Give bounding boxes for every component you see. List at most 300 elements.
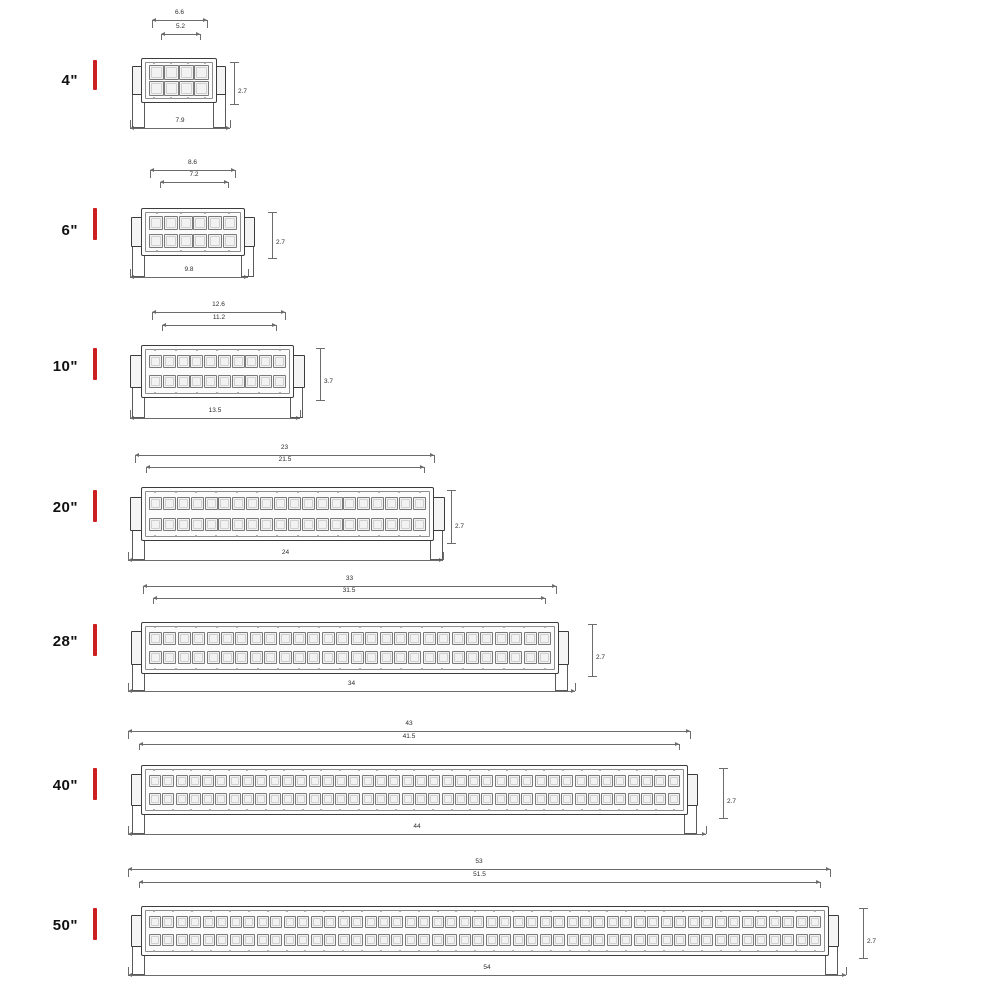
screw-dot: [283, 809, 285, 811]
led-module: [362, 775, 374, 787]
led-module: [459, 916, 471, 928]
led-module: [191, 518, 204, 531]
led-module: [601, 793, 613, 805]
led-module: [580, 916, 592, 928]
led-module: [250, 651, 263, 664]
led-module: [486, 934, 498, 946]
screw-dot: [599, 769, 601, 771]
screw-dot: [302, 809, 304, 811]
led-module: [601, 775, 613, 787]
dimension-line: [863, 908, 864, 958]
screw-dot: [358, 769, 360, 771]
light-bar-body: [141, 487, 434, 541]
screw-dot: [523, 668, 525, 670]
led-row: [148, 931, 822, 950]
screw-dot: [776, 910, 778, 912]
led-module: [343, 518, 356, 531]
dimension-tick: [316, 348, 325, 349]
led-row: [148, 232, 238, 250]
screw-dot: [277, 626, 279, 628]
led-module: [284, 916, 296, 928]
dimension-arrow-left: [153, 596, 157, 600]
led-module: [235, 632, 248, 645]
dimension-line: [153, 598, 545, 599]
screw-dot: [154, 535, 156, 537]
dimension-arrow-right: [203, 18, 207, 22]
led-module: [459, 934, 471, 946]
led-module: [402, 775, 414, 787]
dimension-line: [161, 34, 200, 35]
screw-dot: [156, 212, 158, 214]
dimension-tick: [276, 325, 277, 331]
dimension-arrow-left: [139, 742, 143, 746]
dimension-tick: [268, 212, 277, 213]
led-module: [628, 775, 640, 787]
screw-dot: [512, 910, 514, 912]
dimension-label: 2.7: [596, 654, 606, 661]
screw-dot: [795, 910, 797, 912]
led-module: [245, 375, 258, 388]
led-module: [179, 216, 193, 230]
screw-dot: [814, 910, 816, 912]
led-module: [620, 916, 632, 928]
led-module: [548, 793, 560, 805]
screw-dot: [361, 950, 363, 952]
screw-rail: [145, 61, 213, 65]
led-module: [405, 916, 417, 928]
dimension-line: [152, 312, 285, 313]
led-module: [163, 651, 176, 664]
led-module: [218, 497, 231, 510]
screw-dot: [503, 626, 505, 628]
led-module: [264, 651, 277, 664]
screw-dot: [267, 910, 269, 912]
led-module: [782, 916, 794, 928]
dimension-arrow-left: [128, 729, 132, 733]
screw-dot: [276, 491, 278, 493]
led-module: [620, 934, 632, 946]
led-module: [509, 651, 522, 664]
led-module: [394, 651, 407, 664]
dimension-line: [320, 348, 321, 400]
dimension-label: 2.7: [276, 239, 286, 246]
dimension-tick: [690, 731, 691, 739]
screw-dot: [256, 491, 258, 493]
led-module: [614, 793, 626, 805]
dimension-tick: [706, 826, 707, 834]
led-module: [607, 916, 619, 928]
led-module: [607, 934, 619, 946]
led-module: [348, 793, 360, 805]
screw-dot: [399, 910, 401, 912]
led-module: [701, 916, 713, 928]
dimension-label: 24: [281, 549, 290, 556]
screw-dot: [228, 212, 230, 214]
screw-dot: [606, 910, 608, 912]
led-module: [452, 651, 465, 664]
led-module: [302, 518, 315, 531]
led-module: [270, 916, 282, 928]
screw-dot: [441, 668, 443, 670]
dimension-label: 31.5: [342, 587, 356, 594]
screw-dot: [636, 809, 638, 811]
led-module: [769, 934, 781, 946]
led-module: [205, 518, 218, 531]
size-label-5: 28": [52, 633, 78, 650]
dimension-arrow-right: [231, 168, 235, 172]
screw-dot: [474, 910, 476, 912]
led-module: [309, 793, 321, 805]
screw-dot: [757, 950, 759, 952]
dimension-label: 6.6: [174, 9, 185, 16]
led-module: [189, 934, 201, 946]
screw-dot: [175, 392, 177, 394]
screw-dot: [170, 62, 172, 64]
led-module: [499, 916, 511, 928]
dimension-line: [272, 212, 273, 258]
dimension-arrow-right: [430, 453, 434, 457]
led-module: [755, 916, 767, 928]
led-module: [668, 793, 680, 805]
led-module: [202, 793, 214, 805]
led-module: [715, 934, 727, 946]
led-row: [148, 772, 681, 791]
screw-dot: [172, 910, 174, 912]
screw-dot: [814, 950, 816, 952]
screw-dot: [229, 910, 231, 912]
screw-dot: [455, 950, 457, 952]
led-module: [362, 793, 374, 805]
screw-dot: [376, 809, 378, 811]
dimension-label: 21.5: [278, 456, 292, 463]
screw-dot: [413, 809, 415, 811]
dimension-line: [128, 691, 575, 692]
screw-dot: [302, 769, 304, 771]
screw-dot: [673, 809, 675, 811]
dimension-tick: [575, 683, 576, 691]
dimension-line: [234, 62, 235, 104]
led-module: [641, 775, 653, 787]
screw-dot: [544, 626, 546, 628]
screw-dot: [543, 769, 545, 771]
dimension-line: [152, 20, 207, 21]
screw-dot: [195, 626, 197, 628]
led-module: [688, 934, 700, 946]
dimension-label: 44: [413, 823, 421, 830]
led-module: [472, 934, 484, 946]
led-module: [250, 632, 263, 645]
led-module: [232, 375, 245, 388]
screw-dot: [506, 769, 508, 771]
screw-rail: [145, 211, 241, 215]
led-module: [295, 775, 307, 787]
led-module: [149, 632, 162, 645]
led-module: [809, 934, 821, 946]
dimension-tick: [846, 967, 847, 975]
screw-dot: [154, 626, 156, 628]
screw-dot: [625, 910, 627, 912]
led-module: [388, 775, 400, 787]
dimension-label: 41.5: [402, 733, 416, 740]
screw-dot: [512, 950, 514, 952]
screw-dot: [297, 535, 299, 537]
led-module: [468, 793, 480, 805]
screw-dot: [451, 809, 453, 811]
led-module: [524, 632, 537, 645]
dimension-label: 2.7: [727, 798, 737, 805]
screw-dot: [246, 769, 248, 771]
dimension-label: 5.2: [175, 23, 186, 30]
screw-dot: [739, 950, 741, 952]
led-module: [162, 934, 174, 946]
led-module: [179, 65, 194, 80]
led-module: [178, 632, 191, 645]
dimension-arrow-left: [152, 18, 156, 22]
led-module: [452, 632, 465, 645]
led-module: [274, 518, 287, 531]
led-module: [408, 651, 421, 664]
accent-marker: [93, 624, 97, 656]
screw-dot: [506, 809, 508, 811]
led-module: [755, 934, 767, 946]
dimension-arrow-left: [161, 32, 165, 36]
screw-dot: [276, 535, 278, 537]
screw-dot: [236, 535, 238, 537]
screw-dot: [359, 668, 361, 670]
led-module: [375, 775, 387, 787]
led-module: [415, 775, 427, 787]
dimension-arrow-right: [196, 32, 200, 36]
screw-dot: [673, 769, 675, 771]
led-module: [728, 934, 740, 946]
screw-dot: [419, 491, 421, 493]
screw-dot: [380, 626, 382, 628]
screw-dot: [154, 349, 156, 351]
screw-dot: [720, 950, 722, 952]
screw-dot: [153, 769, 155, 771]
led-module: [481, 775, 493, 787]
screw-dot: [172, 950, 174, 952]
size-label-3: 10": [52, 358, 78, 375]
screw-dot: [339, 809, 341, 811]
screw-rail: [145, 808, 684, 812]
led-module: [149, 775, 161, 787]
led-module: [177, 518, 190, 531]
led-module: [351, 632, 364, 645]
screw-dot: [663, 950, 665, 952]
led-module: [215, 793, 227, 805]
led-module: [149, 355, 162, 368]
screw-dot: [153, 809, 155, 811]
screw-dot: [154, 392, 156, 394]
led-module: [375, 793, 387, 805]
dimension-arrow-left: [160, 180, 164, 184]
dimension-label: 23: [280, 444, 289, 451]
led-module: [162, 775, 174, 787]
light-bar-housing: [145, 491, 430, 537]
dimension-label: 34: [347, 680, 356, 687]
screw-rail: [145, 667, 555, 671]
light-bar-body: [141, 622, 559, 674]
screw-dot: [216, 668, 218, 670]
led-module: [513, 934, 525, 946]
led-module: [246, 518, 259, 531]
led-module: [561, 793, 573, 805]
screw-dot: [525, 769, 527, 771]
dimension-label: 2.7: [238, 88, 248, 95]
light-bar-housing: [145, 769, 684, 811]
dimension-line: [128, 975, 846, 976]
led-module: [190, 355, 203, 368]
screw-dot: [339, 668, 341, 670]
led-module: [302, 497, 315, 510]
led-module: [418, 916, 430, 928]
led-module: [399, 497, 412, 510]
screw-dot: [279, 349, 281, 351]
dimension-label: 2.7: [455, 523, 465, 530]
led-module: [442, 775, 454, 787]
dimension-line: [451, 490, 452, 543]
dimension-arrow-right: [675, 742, 679, 746]
led-module: [330, 518, 343, 531]
screw-dot: [154, 491, 156, 493]
led-module: [149, 375, 162, 388]
led-module: [742, 916, 754, 928]
screw-dot: [378, 491, 380, 493]
led-module: [269, 793, 281, 805]
screw-rail: [145, 625, 555, 629]
screw-dot: [196, 349, 198, 351]
screw-dot: [655, 769, 657, 771]
end-cap: [293, 355, 305, 389]
led-row: [148, 790, 681, 809]
led-module: [357, 518, 370, 531]
screw-dot: [191, 910, 193, 912]
led-module: [715, 916, 727, 928]
led-row: [148, 81, 210, 97]
screw-dot: [153, 62, 155, 64]
led-module: [177, 375, 190, 388]
led-module: [365, 934, 377, 946]
led-module: [371, 518, 384, 531]
dimension-arrow-right: [816, 880, 820, 884]
screw-dot: [432, 809, 434, 811]
led-module: [218, 518, 231, 531]
screw-dot: [195, 535, 197, 537]
led-module: [385, 497, 398, 510]
light-bar-body: [141, 906, 829, 956]
led-module: [535, 793, 547, 805]
led-module: [466, 632, 479, 645]
led-module: [437, 632, 450, 645]
led-module: [322, 793, 334, 805]
led-module: [316, 497, 329, 510]
dimension-tick: [820, 882, 821, 888]
led-module: [204, 375, 217, 388]
led-module: [216, 916, 228, 928]
size-label-4: 20": [52, 499, 78, 516]
led-module: [230, 916, 242, 928]
screw-rail: [145, 348, 290, 352]
screw-dot: [187, 62, 189, 64]
screw-dot: [215, 491, 217, 493]
dimension-label: 7.2: [189, 171, 199, 178]
screw-rail: [145, 96, 213, 100]
screw-dot: [359, 626, 361, 628]
screw-dot: [257, 626, 259, 628]
screw-dot: [277, 668, 279, 670]
screw-dot: [682, 910, 684, 912]
screw-dot: [257, 668, 259, 670]
accent-marker: [93, 768, 97, 800]
dimension-tick: [679, 744, 680, 750]
led-module: [216, 934, 228, 946]
screw-dot: [581, 809, 583, 811]
led-module: [279, 632, 292, 645]
led-module: [179, 81, 194, 96]
led-module: [634, 916, 646, 928]
led-row: [148, 352, 287, 372]
screw-rail: [145, 490, 430, 494]
screw-dot: [599, 809, 601, 811]
screw-dot: [248, 950, 250, 952]
led-module: [279, 651, 292, 664]
screw-dot: [172, 809, 174, 811]
light-bar-housing: [145, 349, 290, 394]
screw-dot: [216, 349, 218, 351]
screw-dot: [441, 626, 443, 628]
end-cap: [828, 915, 839, 947]
dimension-label: 8.6: [187, 159, 198, 166]
screw-dot: [618, 809, 620, 811]
end-cap: [216, 66, 226, 95]
light-bar-housing: [145, 62, 213, 99]
screw-dot: [488, 809, 490, 811]
screw-dot: [265, 809, 267, 811]
led-module: [223, 216, 237, 230]
led-module: [232, 355, 245, 368]
led-module: [270, 934, 282, 946]
dimension-label: 51.5: [473, 871, 486, 878]
led-module: [647, 934, 659, 946]
led-module: [593, 916, 605, 928]
dimension-line: [723, 768, 724, 818]
led-module: [230, 934, 242, 946]
dimension-tick: [230, 120, 231, 128]
led-module: [455, 793, 467, 805]
screw-dot: [180, 212, 182, 214]
screw-dot: [757, 910, 759, 912]
dimension-arrow-right: [541, 596, 545, 600]
screw-dot: [395, 809, 397, 811]
led-module: [324, 916, 336, 928]
led-module: [380, 632, 393, 645]
screw-dot: [462, 626, 464, 628]
dimension-arrow-right: [281, 310, 285, 314]
led-module: [385, 518, 398, 531]
led-module: [259, 355, 272, 368]
led-module: [193, 234, 207, 248]
screw-rail: [145, 391, 290, 395]
led-module: [378, 916, 390, 928]
led-module: [162, 916, 174, 928]
led-module: [442, 793, 454, 805]
dimension-tick: [424, 467, 425, 473]
led-module: [293, 632, 306, 645]
screw-dot: [204, 250, 206, 252]
screw-dot: [320, 769, 322, 771]
led-module: [769, 916, 781, 928]
